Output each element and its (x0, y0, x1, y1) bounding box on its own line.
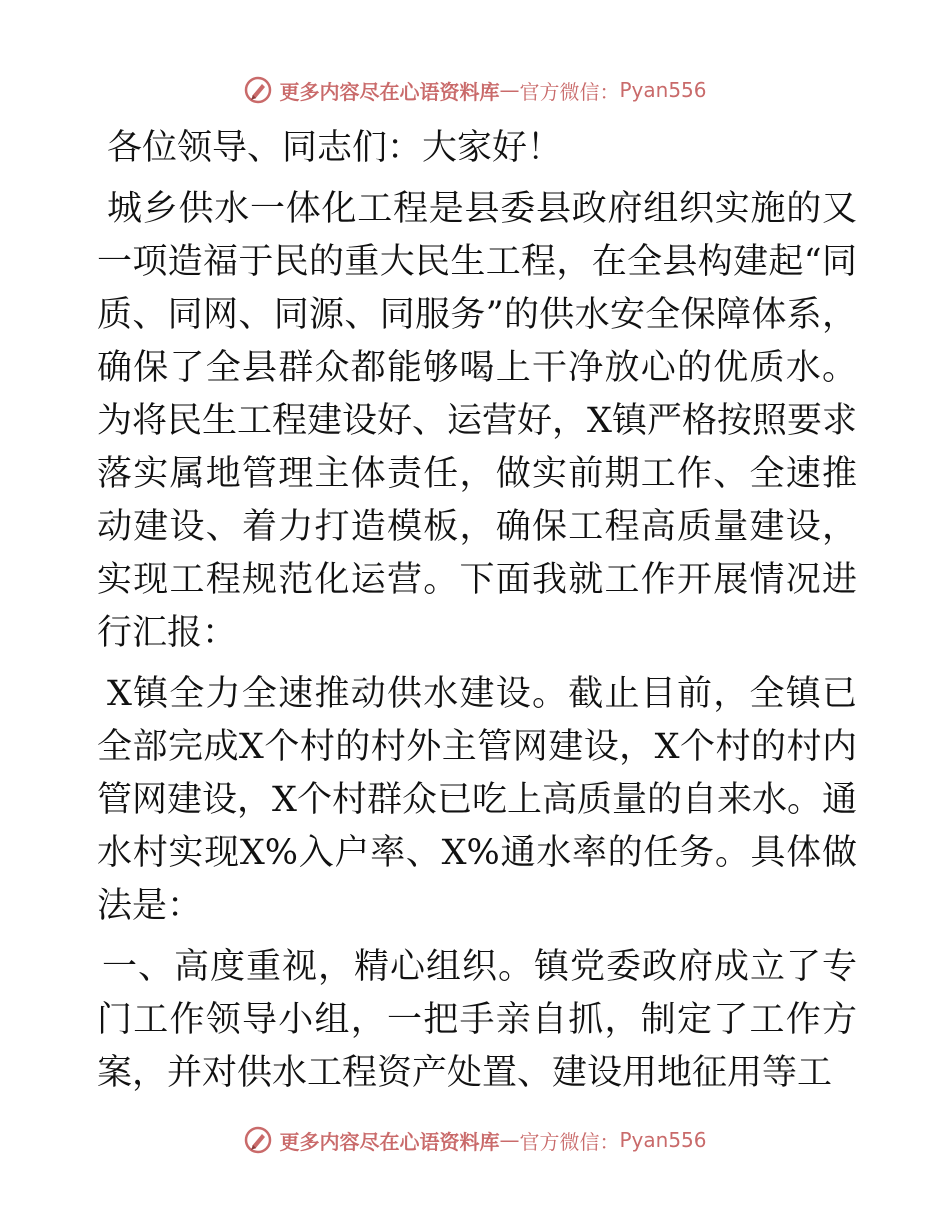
watermark-account-id: Pyan556 (619, 1128, 707, 1152)
paragraph-measure-one: 一、高度重视，精心组织。镇党委政府成立了专门工作领导小组，一把手亲自抓，制定了工作方案，并对供水工程资产处置、建设用地征用等工 (97, 947, 857, 1093)
watermark-account-id: Pyan556 (619, 78, 707, 102)
greeting: 各位领导、同志们：大家好！ (107, 128, 563, 168)
watermark-account-label: 官方微信： (519, 1129, 620, 1154)
paragraph-intro: 城乡供水一体化工程是县委县政府组织实施的又一项造福于民的重大民生工程，在全县构建起“同质、同网、同源、同服务”的供水安全保障体系，确保了全县群众都能够喝上干净放心的优质水。为将民生工程建设好、运营好，X镇严格按照要求落实属地管理主体责任，做实前期工作、全速推动建设、着力打造模板，确保工程高质量建设，实现工程规范化运营。下面我就工作开展情况进行汇报： (97, 189, 857, 653)
watermark-separator: — (499, 78, 520, 102)
pen-logo-icon (243, 75, 273, 105)
watermark-text: 更多内容尽在心语资料库 (279, 79, 500, 104)
header-watermark (0, 70, 950, 110)
watermark-separator: — (499, 1128, 520, 1152)
paragraph-progress: X镇全力全速推动供水建设。截止目前，全镇已全部完成X个村的村外主管网建设，X个村的村内管网建设，X个村群众已吃上高质量的自来水。通水村实现X%入户率、X%通水率的任务。具体做法是： (97, 674, 857, 926)
document-body (97, 122, 857, 1100)
watermark-account-label: 官方微信： (519, 79, 620, 104)
watermark-text: 更多内容尽在心语资料库 (279, 1129, 500, 1154)
pen-logo-icon (243, 1125, 273, 1155)
footer-watermark (0, 1120, 950, 1160)
